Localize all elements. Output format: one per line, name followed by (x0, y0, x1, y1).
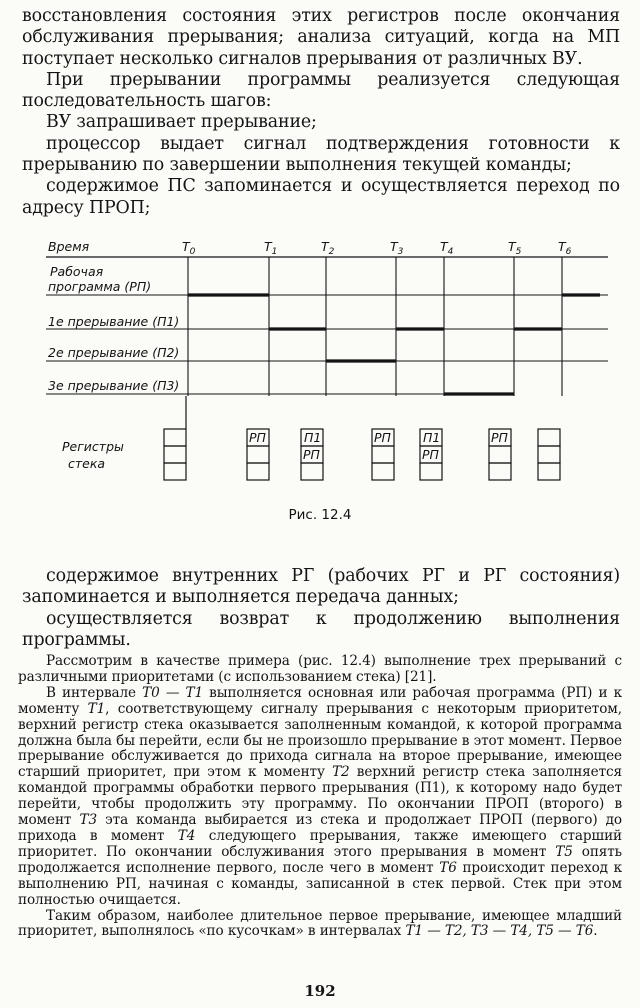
stack-label-1: Регистры (62, 439, 124, 454)
summary-paragraph: Таким образом, наиболее длительное первое прерывание, имеющее младший приоритет, выполнялось «по кусочкам» в интервалах T1 — T2, T3 — T4, T5 — T6. (18, 907, 622, 940)
step-4: содержимое внутренних РГ (рабочих РГ и РГ состояния) запоминается и выполняется передача данных; (22, 566, 620, 608)
math-intervals: T1 — T2, T3 — T4, T5 — T6 (405, 923, 594, 940)
time-mark-T0: $T_0$ (182, 239, 196, 257)
example-paragraph-2: В интервале T0 — T1 выполняется основная или рабочая программа (РП) и к моменту T1, соответствующему сигналу прерывания с некоторым приоритетом, верхний регистр стека оказывается заполненным командой, к которой программа должна была бы перейти, если бы не произошло прерывание в этот момент. Первое прерывание обслуживается до прихода сигнала на второе прерывание, имеющее старший приоритет, при этом к моменту T2 верхний регистр стека заполняется командой программы обработки первого прерывания (П1), к которому надо будет перейти, чтобы продолжить эту программу. По окончании ПРОП (второго) в момент T3 эта команда выбирается из стека и продолжает ПРОП (первого) до прихода в момент T4 следующего прерывания, также имеющего старший приоритет. По окончании обслуживания этого прерывания в момент T5 опять продолжается исполнение первого, после чего в момент T6 происходит переход к выполнению РП, начиная с команды, записанной в стек первой. Стек при этом полностью очищается. (18, 684, 623, 908)
continuation-paragraph: восстановления состояния этих регистров после окончания обслуживания прерывания; анализа ситуаций, когда на МП поступает несколько сигналов прерывания от различных ВУ. (22, 6, 620, 69)
stack-entry-c4-0: П1 (423, 430, 441, 445)
stack-entry-c1-0: РП (249, 430, 266, 445)
step-3: содержимое ПС запоминается и осуществляется переход по адресу ПРОП; (22, 176, 620, 218)
time-mark-T4: $T_4$ (440, 239, 454, 257)
mid-text-block (22, 566, 620, 651)
step-5: осуществляется возврат к продолжению выполнения программы. (22, 608, 620, 650)
intro-paragraph: При прерывании программы реализуется следующая последовательность шагов: (22, 69, 620, 112)
step-2: процессор выдает сигнал подтверждения готовности к прерыванию по завершении выполнения текущей команды; (22, 133, 620, 176)
time-mark-T3: $T_3$ (390, 239, 404, 257)
time-gridlines (188, 257, 562, 396)
row-label-p3: 3е прерывание (П3) (48, 378, 180, 393)
stack-label-2: стека (68, 456, 106, 471)
interrupt-timing-diagram (40, 236, 630, 506)
time-mark-T5: $T_5$ (508, 239, 522, 257)
math-T1: T1 (87, 700, 106, 717)
math-T2: T2 (332, 764, 350, 781)
figure-caption: Рис. 12.4 (288, 507, 352, 523)
time-mark-T2: $T_2$ (321, 239, 335, 257)
stack-entry-c3-0: РП (374, 430, 391, 445)
time-marks (182, 239, 572, 257)
time-mark-T1: $T_1$ (264, 239, 278, 257)
page-number: 192 (304, 982, 336, 1000)
execution-segments (188, 295, 600, 394)
stack-entry-c2-1: РП (303, 447, 320, 462)
step-1: ВУ запрашивает прерывание; (46, 112, 317, 133)
math-T3: T3 (79, 812, 98, 829)
row-label-p1: 1е прерывание (П1) (48, 314, 180, 329)
time-label: Время (48, 239, 90, 254)
example-paragraph-1: Рассмотрим в качестве примера (рис. 12.4) выполнение трех прерываний с различными приоритетами (с использованием стека) [21]. (18, 653, 622, 685)
top-text-block (22, 6, 620, 219)
row-label-p2: 2е прерывание (П2) (48, 345, 180, 360)
stack-entry-c5-0: РП (491, 430, 508, 445)
math-T4: T4 (177, 827, 196, 844)
time-mark-T6: $T_6$ (558, 239, 572, 257)
math-T6: T6 (439, 859, 457, 876)
row-label-rp-1: Рабочая (50, 264, 104, 279)
stack-entry-c4-1: РП (422, 447, 439, 462)
figure-12-4 (40, 236, 630, 521)
math-T0-T1: T0 — T1 (142, 684, 204, 701)
stack-entry-c2-0: П1 (304, 430, 322, 445)
math-T5: T5 (555, 843, 573, 860)
row-label-rp-2: программа (РП) (48, 279, 152, 294)
small-text-block (18, 654, 622, 940)
